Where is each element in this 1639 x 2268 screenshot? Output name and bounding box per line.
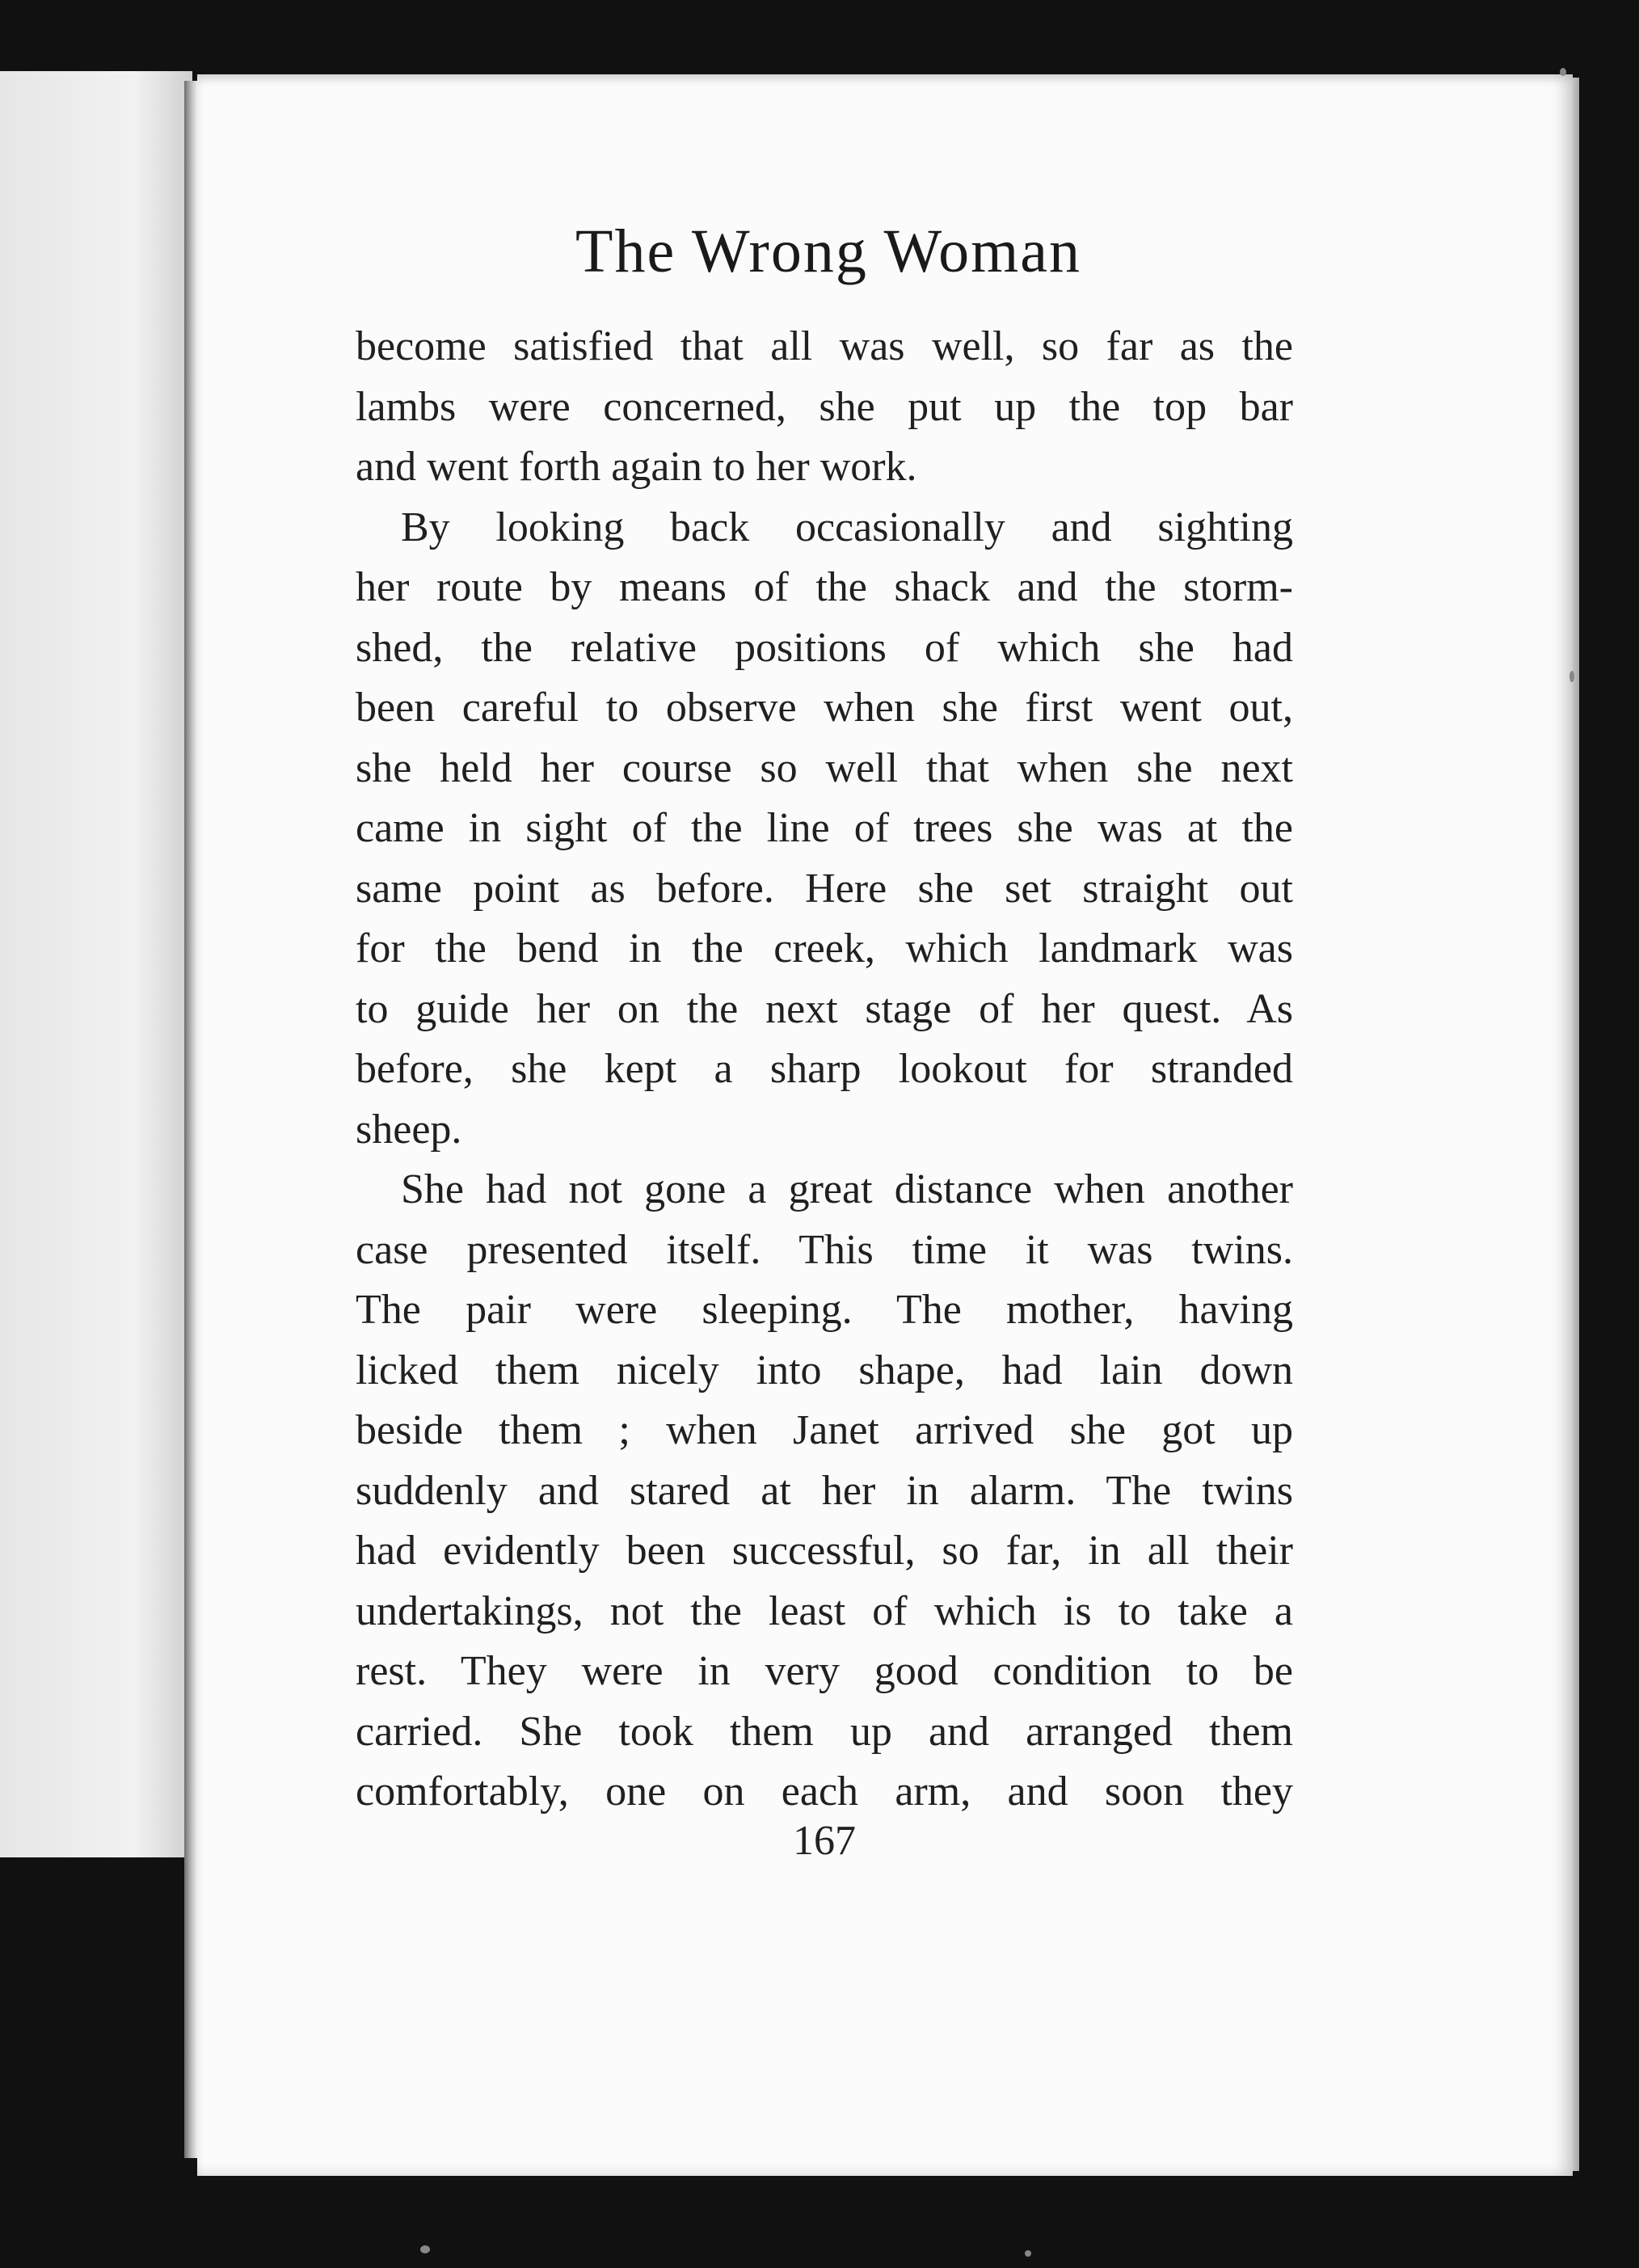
text-line: for the bend in the creek, which landmark was <box>356 925 1293 972</box>
text-line: sheep. <box>356 1106 462 1153</box>
text-line: came in sight of the line of trees she was at the <box>356 805 1293 851</box>
text-line: undertakings, not the least of which is to take a <box>356 1587 1293 1634</box>
text-line: before, she kept a sharp lookout for stranded <box>356 1046 1293 1092</box>
running-head: The Wrong Woman <box>575 217 1081 285</box>
text-line: her route by means of the shack and the storm- <box>356 564 1293 610</box>
text-line: lambs were concerned, she put up the top bar <box>356 383 1293 430</box>
text-line: and went forth again to her work. <box>356 444 917 490</box>
text-line: had evidently been successful, so far, in all their <box>356 1528 1293 1574</box>
text-line: The pair were sleeping. The mother, having <box>356 1287 1293 1333</box>
page-number: 167 <box>793 1818 856 1864</box>
text-line: to guide her on the next stage of her quest. As <box>356 985 1293 1032</box>
scan-speck <box>420 2245 430 2253</box>
scan-speck <box>1560 68 1566 76</box>
text-line: rest. They were in very good condition to be <box>356 1648 1293 1694</box>
text-line: carried. She took them up and arranged them <box>356 1708 1293 1755</box>
scan-speck <box>1569 671 1574 682</box>
text-line: comfortably, one on each arm, and soon they <box>356 1768 1293 1815</box>
book-gutter <box>184 81 197 2158</box>
scan-speck <box>1025 2250 1031 2257</box>
text-line: become satisfied that all was well, so far as the <box>356 323 1293 369</box>
text-line: beside them ; when Janet arrived she got up <box>356 1407 1293 1453</box>
text-line: been careful to observe when she first went out, <box>356 685 1293 731</box>
text-line: shed, the relative positions of which she had <box>356 624 1293 671</box>
text-line: She had not gone a great distance when another <box>401 1166 1293 1212</box>
text-line: she held her course so well that when she next <box>356 744 1293 791</box>
text-line: same point as before. Here she set straight out <box>356 865 1293 912</box>
body-text <box>356 317 1293 1823</box>
text-line: licked them nicely into shape, had lain down <box>356 1347 1293 1393</box>
text-line: By looking back occasionally and sighting <box>401 504 1293 550</box>
text-line: suddenly and stared at her in alarm. The twins <box>356 1467 1293 1514</box>
facing-page-edge <box>0 71 192 1857</box>
text-line: case presented itself. This time it was twins. <box>356 1226 1293 1273</box>
